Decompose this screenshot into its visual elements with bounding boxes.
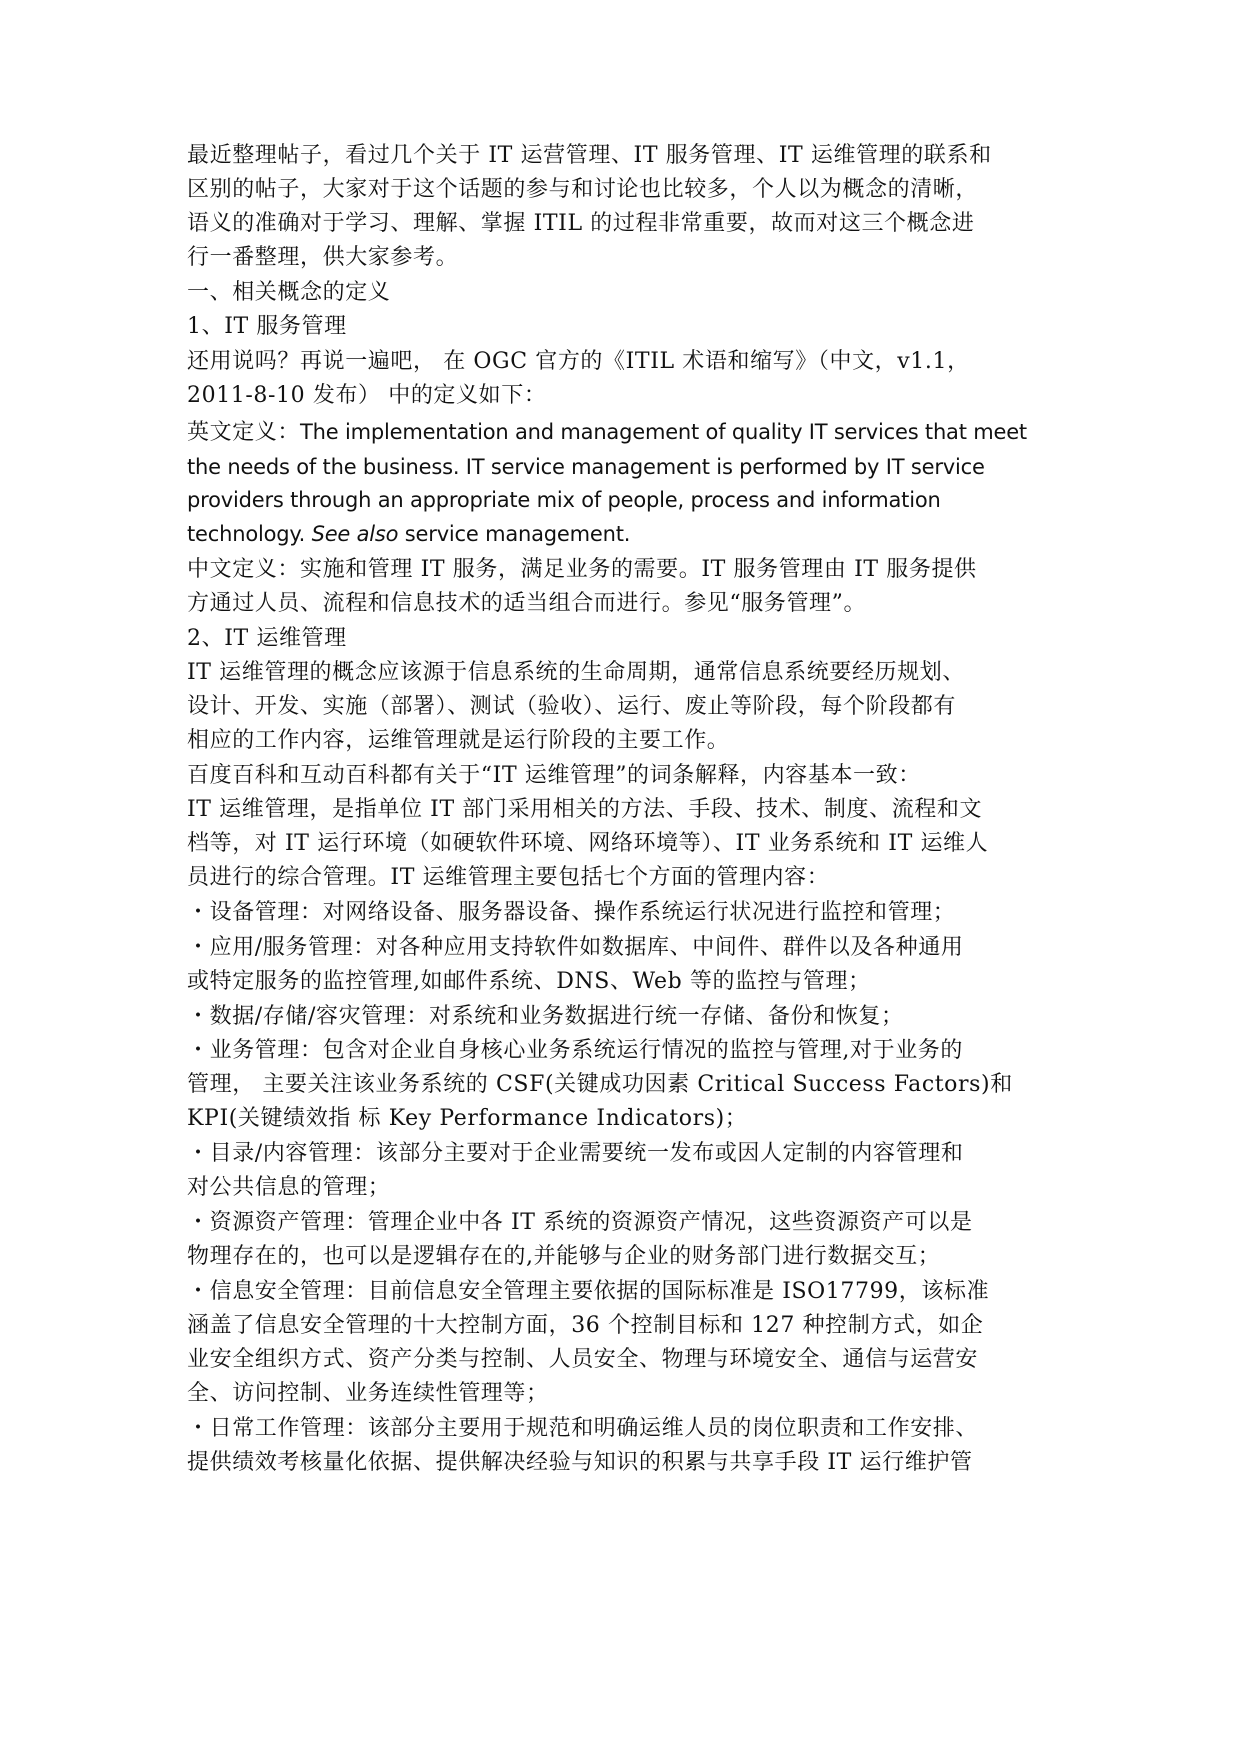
intro-line-2: 区别的帖子，大家对于这个话题的参与和讨论也比较多，个人以为概念的清晰， xyxy=(187,177,979,202)
sub2-body-line-5: IT 运维管理，是指单位 IT 部门采用相关的方法、手段、技术、制度、流程和文 xyxy=(187,797,983,822)
sub2-body-line-4: 百度百科和互动百科都有关于“IT 运维管理”的词条解释，内容基本一致： xyxy=(187,763,921,788)
bullet-line-2: ・应用/服务管理：对各种应用支持软件如数据库、中间件、群件以及各种通用 xyxy=(187,935,964,960)
see-also-italic: See also xyxy=(311,522,399,546)
sub2-body-line-7: 员进行的综合管理。IT 运维管理主要包括七个方面的管理内容： xyxy=(187,865,830,890)
bullet-line-15: 全、访问控制、业务连续性管理等； xyxy=(187,1381,549,1406)
bullet-line-7: KPI(关键绩效指 标 Key Performance Indicators)； xyxy=(187,1106,748,1131)
bullet-line-11: 物理存在的，也可以是逻辑存在的,并能够与企业的财务部门进行数据交互； xyxy=(187,1244,941,1269)
bullet-line-1: ・设备管理：对网络设备、服务器设备、操作系统运行状况进行监控和管理； xyxy=(187,900,956,925)
intro-line-3: 语义的准确对于学习、理解、掌握 ITIL 的过程非常重要，故而对这三个概念进 xyxy=(187,211,975,236)
bullet-line-6: 管理， 主要关注该业务系统的 CSF(关键成功因素 Critical Success Factors)和 xyxy=(187,1072,1013,1097)
sub1-intro-line-1: 还用说吗？再说一遍吧， 在 OGC 官方的《ITIL 术语和缩写》（中文，v1.1， xyxy=(187,349,970,374)
english-definition-text-4a: technology. xyxy=(187,522,312,546)
chinese-definition-line-1: 中文定义：实施和管理 IT 服务，满足业务的需要。IT 服务管理由 IT 服务提供 xyxy=(187,557,977,582)
bullet-line-9: 对公共信息的管理； xyxy=(187,1175,391,1200)
intro-line-4: 行一番整理，供大家参考。 xyxy=(187,245,459,270)
english-definition-text-4b: service management. xyxy=(398,522,631,546)
bullet-line-8: ・目录/内容管理：该部分主要对于企业需要统一发布或因人定制的内容管理和 xyxy=(187,1141,964,1166)
bullet-line-13: 涵盖了信息安全管理的十大控制方面，36 个控制目标和 127 种控制方式，如企 xyxy=(187,1313,984,1338)
bullet-line-14: 业安全组织方式、资产分类与控制、人员安全、物理与环境安全、通信与运营安 xyxy=(187,1347,979,1372)
sub2-body-line-1: IT 运维管理的概念应该源于信息系统的生命周期，通常信息系统要经历规划、 xyxy=(187,660,965,685)
sub2-body-line-3: 相应的工作内容，运维管理就是运行阶段的主要工作。 xyxy=(187,728,730,753)
subheading-it-service-management: 1、IT 服务管理 xyxy=(187,314,347,339)
bullet-line-16: ・日常工作管理：该部分主要用于规范和明确运维人员的岗位职责和工作安排、 xyxy=(187,1416,979,1441)
english-definition-text-1: The implementation and management of quality IT services that meet xyxy=(300,420,1027,444)
bullet-line-5: ・业务管理：包含对企业自身核心业务系统运行情况的监控与管理,对于业务的 xyxy=(187,1038,963,1063)
english-definition-line-4 xyxy=(187,516,630,552)
bullet-line-10: ・资源资产管理：管理企业中各 IT 系统的资源资产情况，这些资源资产可以是 xyxy=(187,1210,973,1235)
chinese-definition-line-2: 方通过人员、流程和信息技术的适当组合而进行。参见“服务管理”。 xyxy=(187,591,867,616)
sub1-intro-line-2: 2011-8-10 发布） 中的定义如下： xyxy=(187,383,547,408)
bullet-line-3: 或特定服务的监控管理,如邮件系统、DNS、Web 等的监控与管理； xyxy=(187,969,871,994)
sub2-body-line-6: 档等，对 IT 运行环境（如硬软件环境、网络环境等）、IT 业务系统和 IT 运维人 xyxy=(187,831,989,856)
subheading-it-ops-management: 2、IT 运维管理 xyxy=(187,626,347,651)
sub2-body-line-2: 设计、开发、实施（部署）、测试（验收）、运行、废止等阶段，每个阶段都有 xyxy=(187,694,957,719)
intro-line-1: 最近整理帖子，看过几个关于 IT 运营管理、IT 服务管理、IT 运维管理的联系和 xyxy=(187,143,992,168)
english-definition-label: 英文定义： xyxy=(187,420,301,445)
bullet-line-17: 提供绩效考核量化依据、提供解决经验与知识的积累与共享手段 IT 运行维护管 xyxy=(187,1450,973,1475)
english-definition-line-2: the needs of the business. IT service management is performed by IT service xyxy=(187,455,985,479)
bullet-line-4: ・数据/存储/容灾管理：对系统和业务数据进行统一存储、备份和恢复； xyxy=(187,1004,904,1029)
section-heading-definitions: 一、相关概念的定义 xyxy=(187,280,391,305)
english-definition-line-3: providers through an appropriate mix of people, process and information xyxy=(187,488,941,512)
bullet-line-12: ・信息安全管理：目前信息安全管理主要依据的国际标准是 ISO17799，该标准 xyxy=(187,1279,990,1304)
english-definition-line-1 xyxy=(187,414,1027,450)
